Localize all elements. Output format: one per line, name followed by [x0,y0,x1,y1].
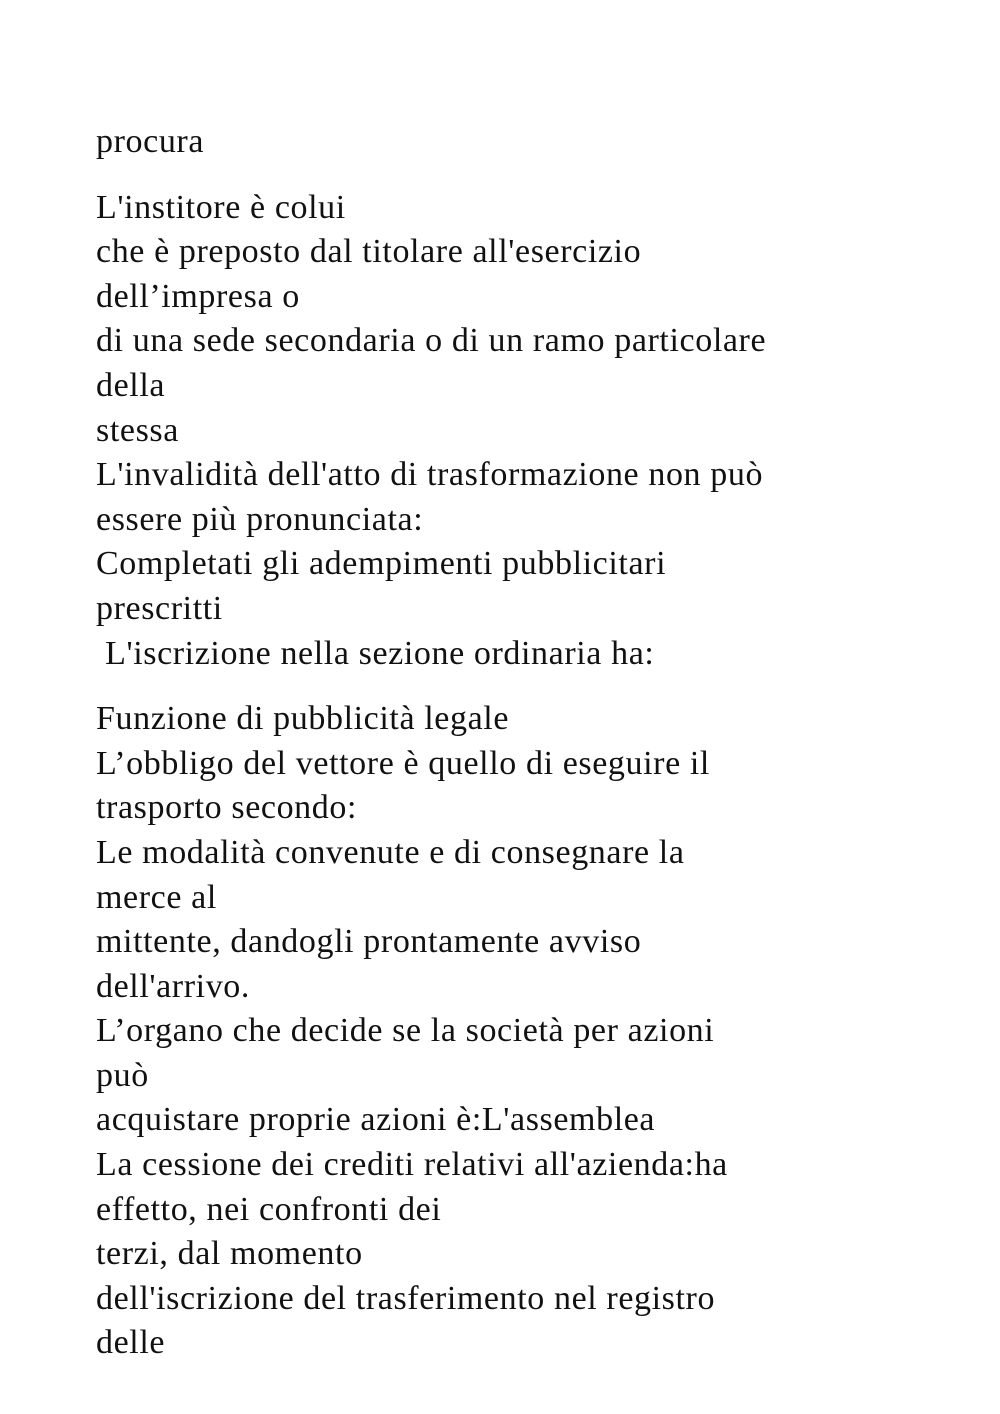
document-text [96,120,956,1366]
text-line: essere più pronunciata: [96,500,424,538]
text-line: di una sede secondaria o di un ramo particolare [96,322,767,360]
text-line: L’organo che decide se la società per azioni [96,1012,715,1050]
text-line: L'invalidità dell'atto di trasformazione non può [96,456,764,494]
text-line: Funzione di pubblicità legale [96,700,510,738]
paragraph-gap [96,676,956,697]
text-line: L'iscrizione nella sezione ordinaria ha: [96,634,655,672]
text-line: procura [96,123,205,160]
text-line: mittente, dandogli prontamente avviso [96,923,642,961]
text-line: merce al [96,878,217,916]
text-line: acquistare proprie azioni è:L'assemblea [96,1101,656,1139]
header-mark [490,0,512,3]
text-line: trasporto secondo: [96,789,358,827]
paragraph-gap [96,165,956,186]
text-line: può [96,1056,149,1094]
text-line: L’obbligo del vettore è quello di eseguire il [96,744,710,782]
text-line: Le modalità convenute e di consegnare la [96,833,685,871]
text-line: Completati gli adempimenti pubblicitari [96,545,667,583]
text-line: L'institore è colui [96,188,346,226]
text-line: dell'arrivo. [96,967,250,1005]
text-line: dell'iscrizione del trasferimento nel registro [96,1279,716,1317]
text-line: La cessione dei crediti relativi all'azienda:ha [96,1146,728,1184]
text-line: che è preposto dal titolare all'esercizio [96,233,642,271]
text-line: della [96,366,166,404]
text-line: effetto, nei confronti dei [96,1190,442,1228]
text-line: delle [96,1324,166,1362]
text-line: terzi, dal momento [96,1235,363,1273]
text-line: dell’impresa o [96,277,300,315]
text-line: stessa [96,411,179,449]
text-line: prescritti [96,589,223,627]
